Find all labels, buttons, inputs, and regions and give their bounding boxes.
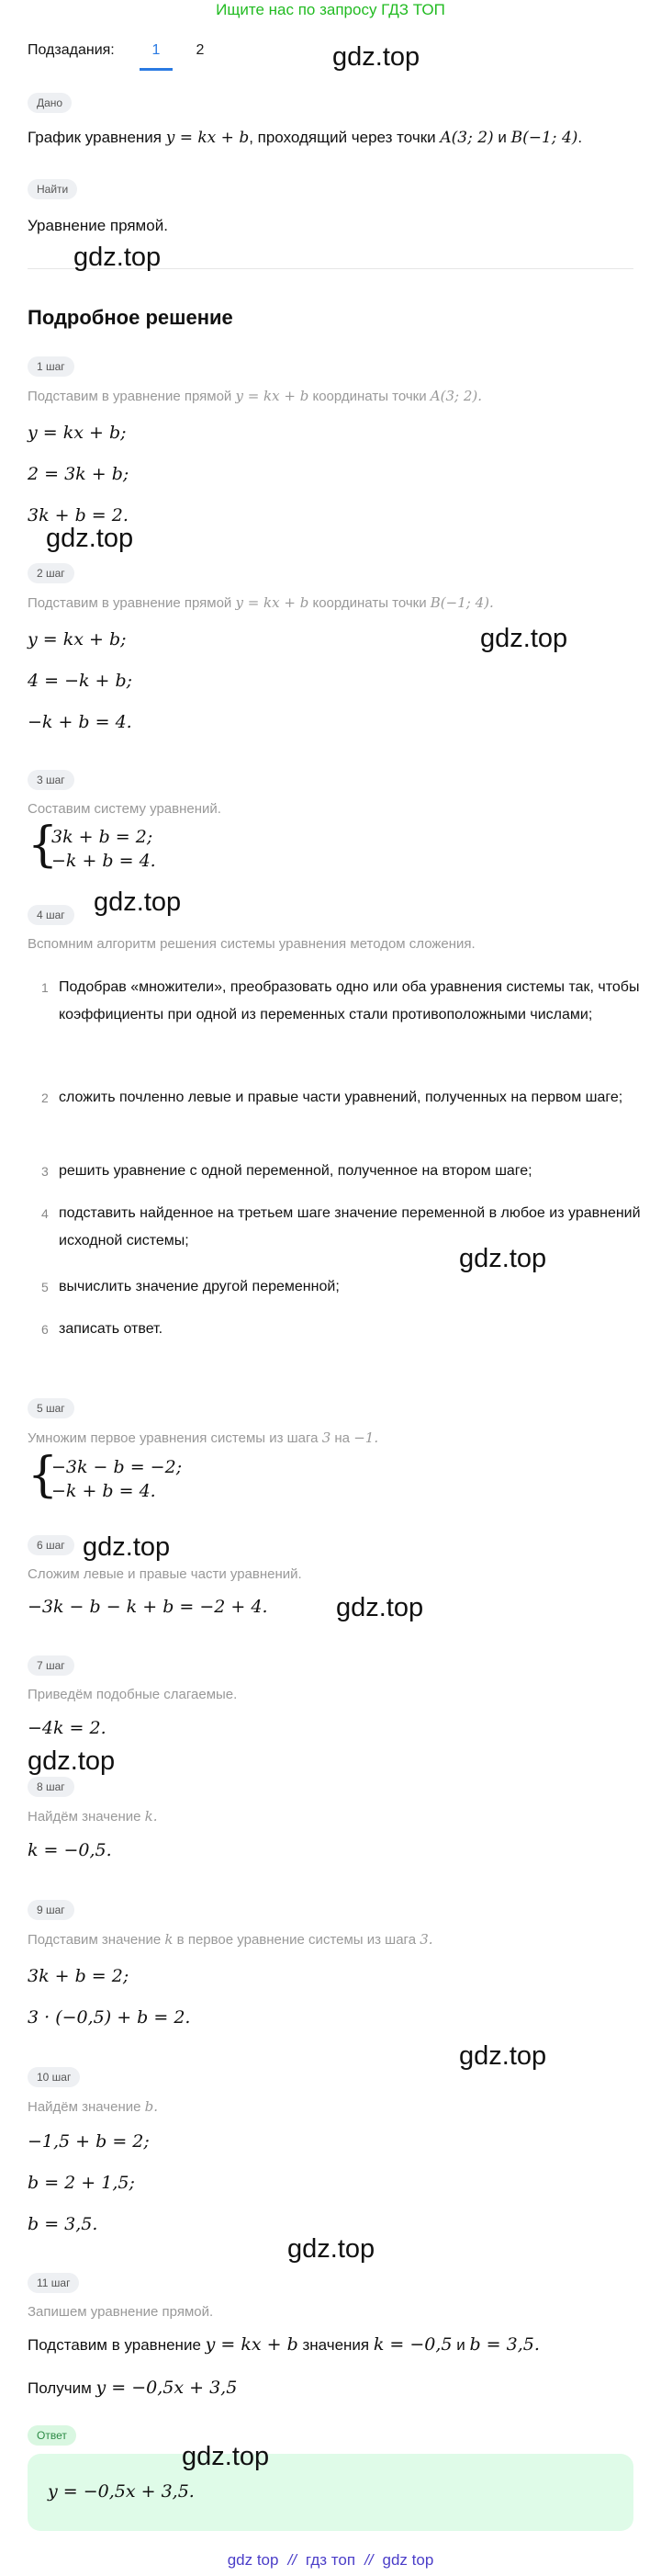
step-9-description	[28, 1931, 433, 1948]
step-5-desc-pre: Умножим первое уравнения системы из шага	[28, 1430, 322, 1446]
step-11-substitute	[28, 2334, 540, 2355]
step-4-description: Вспомним алгоритм решения системы уравнения методом сложения.	[28, 936, 476, 952]
given-and: и	[493, 129, 511, 146]
step-7-description: Приведём подобные слагаемые.	[28, 1687, 238, 1702]
given-text-mid: , проходящий через точки	[249, 129, 441, 146]
step-9-desc-var: k	[164, 1931, 174, 1948]
step-3-system-line-1: 3k + b = 2;	[51, 827, 153, 847]
watermark: gdz.top	[83, 1532, 171, 1562]
step-6-description: Сложим левые и правые части уравнений.	[28, 1566, 302, 1582]
step-11-sub-pre: Подставим в уравнение	[28, 2336, 206, 2354]
tab-subtask-1[interactable]: 1	[151, 42, 161, 58]
step-5-desc-step: 3	[321, 1429, 331, 1446]
algo-item-1-number: 1	[41, 980, 49, 995]
step-9-chip: 9 шаг	[28, 1900, 74, 1920]
footer-links	[0, 2551, 661, 2570]
step-2-desc-point: B(−1; 4).	[430, 594, 494, 611]
system-brace: {	[28, 1448, 59, 1503]
algo-item-2-text: сложить почленно левые и правые части уравнений, полученных на первом шаге;	[59, 1090, 623, 1105]
step-10-chip: 10 шаг	[28, 2067, 80, 2087]
step-5-system-line-1: −3k − b = −2;	[51, 1457, 183, 1477]
step-2-description	[28, 594, 494, 611]
step-11-get-eq: y = −0,5x + 3,5	[95, 2378, 238, 2398]
given-text	[28, 129, 582, 147]
watermark: gdz.top	[182, 2442, 270, 2471]
watermark: gdz.top	[73, 243, 162, 272]
step-5-system	[28, 1448, 321, 1512]
step-11-sub-eq: y = kx + b	[205, 2334, 298, 2355]
step-9-desc-step: 3.	[420, 1931, 433, 1948]
step-1-desc-mid: координаты точки	[308, 389, 431, 404]
footer-separator: //	[287, 2551, 297, 2569]
step-1-line-2: 2 = 3k + b;	[28, 464, 129, 484]
step-1-line-1: y = kx + b;	[28, 423, 127, 443]
algo-item-6-number: 6	[41, 1322, 49, 1337]
step-2-line-2: 4 = −k + b;	[28, 671, 133, 691]
given-dot: .	[577, 129, 583, 146]
step-6-line: −3k − b − k + b = −2 + 4.	[28, 1597, 268, 1617]
search-hint-banner[interactable]: Ищите нас по запросу ГДЗ ТОП	[216, 1, 445, 18]
step-5-description	[28, 1429, 378, 1446]
step-2-chip: 2 шаг	[28, 563, 74, 583]
algo-item-3-number: 3	[41, 1164, 49, 1179]
step-2-desc-eq: y = kx + b	[235, 594, 309, 611]
step-10-line-3: b = 3,5.	[28, 2214, 98, 2234]
step-2-line-1: y = kx + b;	[28, 629, 127, 650]
step-3-description: Составим систему уравнений.	[28, 801, 221, 817]
step-4-chip: 4 шаг	[28, 905, 74, 925]
step-9-line-1: 3k + b = 2;	[28, 1966, 129, 1986]
algo-item-3-text: решить уравнение с одной переменной, полученное на втором шаге;	[59, 1163, 532, 1179]
footer-link-1[interactable]: gdz top	[227, 2551, 279, 2569]
find-text: Уравнение прямой.	[28, 217, 168, 234]
step-8-line: k = −0,5.	[28, 1840, 112, 1860]
footer-link-2[interactable]: гдз топ	[305, 2551, 356, 2569]
algo-item-1-text: Подобрав «множители», преобразовать одно или оба уравнения системы так, чтобы коэффициенты при одной из переменных стали противоположными числами;	[59, 979, 640, 1022]
step-3-chip: 3 шаг	[28, 770, 74, 790]
watermark: gdz.top	[459, 2041, 547, 2071]
algo-item-5-number: 5	[41, 1280, 49, 1294]
solution-title: Подробное решение	[28, 306, 233, 329]
tab-subtask-2[interactable]: 2	[196, 42, 205, 58]
step-10-desc-var: b.	[144, 2098, 159, 2115]
subtasks-label: Подзадания:	[28, 42, 115, 58]
step-11-result	[28, 2378, 237, 2398]
algo-item-4-number: 4	[41, 1206, 49, 1221]
step-2-line-3: −k + b = 4.	[28, 712, 132, 732]
step-8-desc-var: k.	[144, 1808, 158, 1825]
step-10-line-1: −1,5 + b = 2;	[28, 2131, 150, 2152]
step-11-description: Запишем уравнение прямой.	[28, 2304, 214, 2320]
step-1-description	[28, 388, 482, 404]
watermark: gdz.top	[46, 524, 134, 553]
step-11-get-pre: Получим	[28, 2379, 96, 2397]
step-2-desc-pre: Подставим в уравнение прямой	[28, 595, 236, 611]
step-9-line-2: 3 · (−0,5) + b = 2.	[28, 2007, 191, 2028]
answer-box	[28, 2454, 633, 2531]
step-11-sub-k: k = −0,5	[373, 2334, 453, 2355]
step-10-line-2: b = 2 + 1,5;	[28, 2173, 135, 2193]
step-1-desc-point: A(3; 2).	[430, 388, 482, 404]
step-7-line: −4k = 2.	[28, 1718, 106, 1738]
watermark: gdz.top	[336, 1593, 424, 1622]
given-equation: y = kx + b	[165, 129, 250, 147]
watermark: gdz.top	[459, 1244, 547, 1273]
watermark: gdz.top	[287, 2234, 375, 2264]
step-5-desc-mid: на	[330, 1430, 354, 1446]
algo-item-5-text: вычислить значение другой переменной;	[59, 1279, 340, 1294]
given-point-b: B(−1; 4)	[510, 129, 578, 147]
step-1-chip: 1 шаг	[28, 356, 74, 377]
step-11-chip: 11 шаг	[28, 2273, 79, 2293]
given-text-pre: График уравнения	[28, 129, 166, 146]
watermark: gdz.top	[94, 887, 182, 917]
watermark: gdz.top	[332, 42, 420, 72]
algo-item-4-text: подставить найденное на третьем шаге значение переменной в любое из уравнений исходной системы;	[59, 1205, 641, 1248]
algo-item-6-text: записать ответ.	[59, 1321, 163, 1337]
system-brace: {	[28, 818, 59, 873]
footer-separator: //	[364, 2551, 374, 2569]
step-1-line-3: 3k + b = 2.	[28, 505, 129, 525]
step-3-system	[28, 818, 303, 882]
answer-chip: Ответ	[28, 2425, 76, 2446]
given-chip: Дано	[28, 93, 72, 113]
step-1-desc-eq: y = kx + b	[235, 388, 309, 404]
step-11-sub-b: b = 3,5.	[469, 2334, 540, 2355]
step-3-system-line-2: −k + b = 4.	[51, 851, 156, 871]
footer-link-3[interactable]: gdz top	[382, 2551, 434, 2569]
step-9-desc-mid: в первое уравнение системы из шага	[173, 1932, 420, 1948]
step-9-desc-pre: Подставим значение	[28, 1932, 165, 1948]
watermark: gdz.top	[480, 624, 568, 653]
step-1-desc-pre: Подставим в уравнение прямой	[28, 389, 236, 404]
step-11-sub-mid: значения	[297, 2336, 374, 2354]
step-8-description	[28, 1808, 158, 1825]
step-8-desc-pre: Найдём значение	[28, 1809, 145, 1825]
given-point-a: A(3; 2)	[440, 129, 494, 147]
step-8-chip: 8 шаг	[28, 1777, 74, 1797]
step-5-chip: 5 шаг	[28, 1398, 74, 1418]
step-5-desc-factor: −1.	[353, 1429, 379, 1446]
step-10-desc-pre: Найдём значение	[28, 2099, 145, 2115]
answer-equation: y = −0,5x + 3,5.	[48, 2481, 195, 2502]
step-7-chip: 7 шаг	[28, 1655, 74, 1676]
watermark: gdz.top	[28, 1746, 116, 1776]
step-10-description	[28, 2098, 158, 2115]
step-6-chip: 6 шаг	[28, 1535, 74, 1555]
step-2-desc-mid: координаты точки	[308, 595, 431, 611]
find-chip: Найти	[28, 179, 77, 199]
step-11-sub-and: и	[452, 2336, 470, 2354]
step-5-system-line-2: −k + b = 4.	[51, 1481, 156, 1501]
active-tab-indicator	[140, 68, 173, 71]
algo-item-2-number: 2	[41, 1090, 49, 1105]
